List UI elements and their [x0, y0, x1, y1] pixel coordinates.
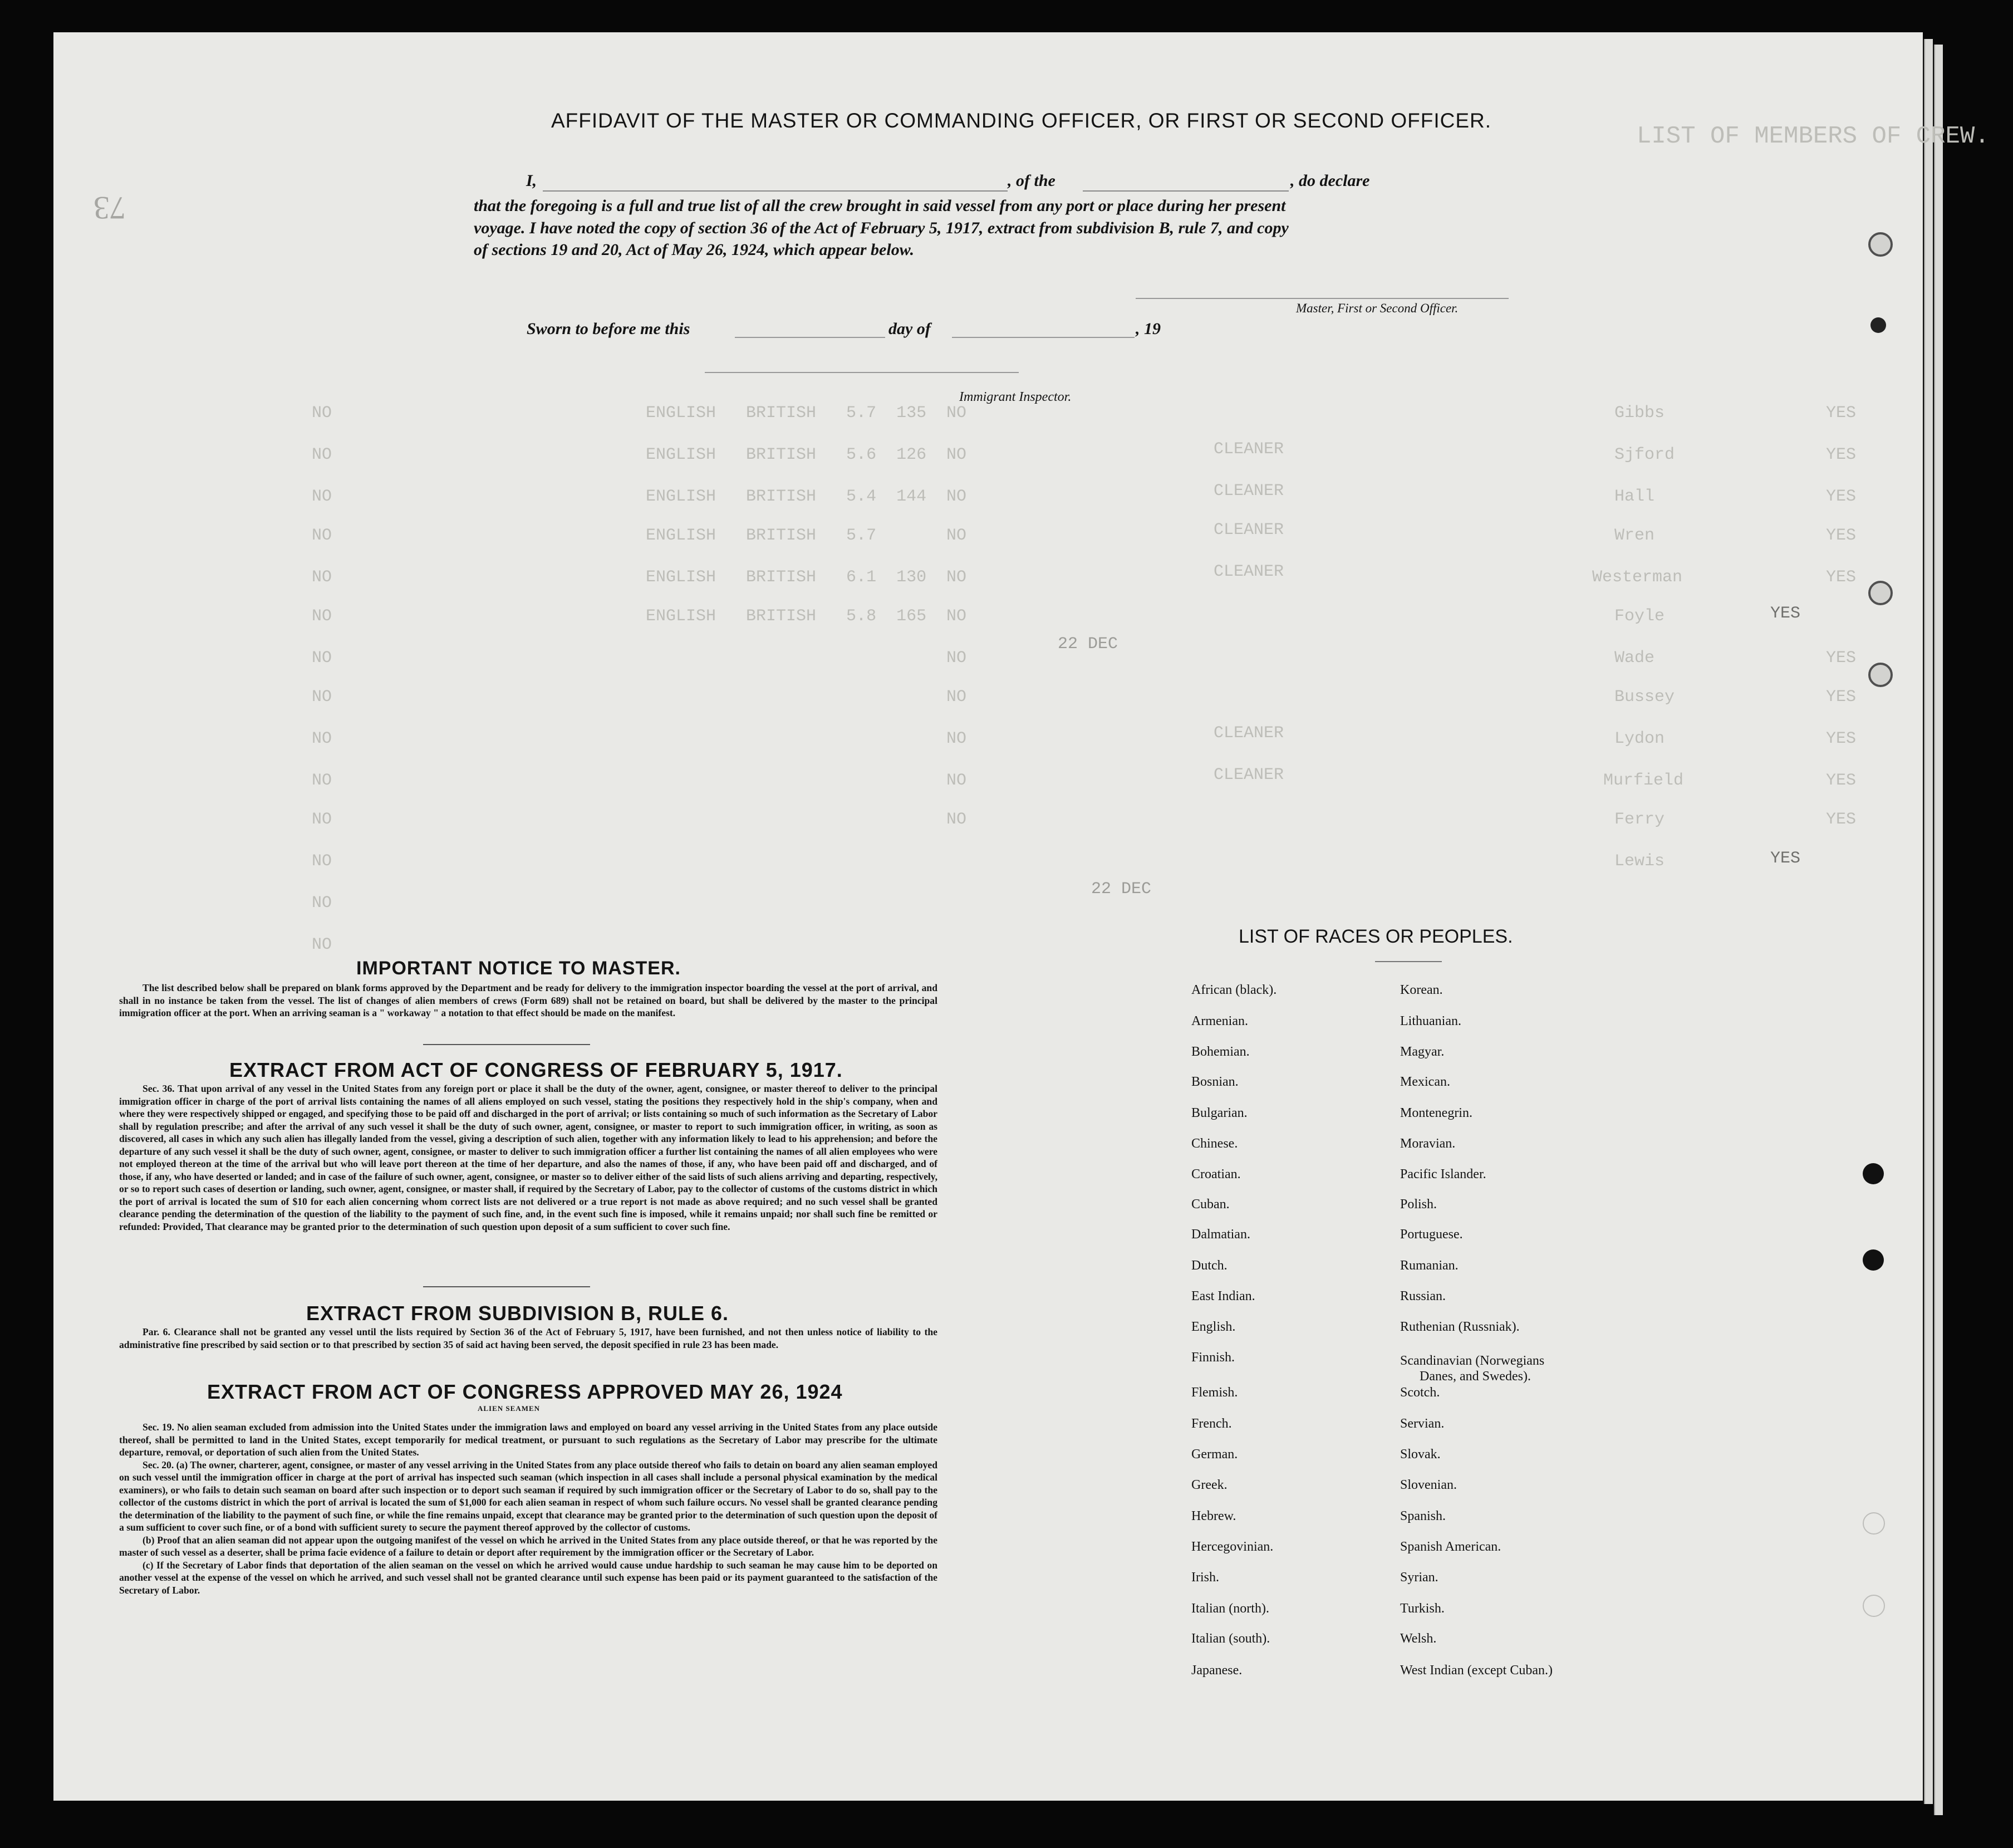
section-20b-paragraph: (b) Proof that an alien seaman did not appear upon the outgoing manifest of the vessel on which he arrived in the United States from any place outside thereof, or that he was reported by the master of such vessel as a deserter, shall be prima facie evidence of a failure to detain or deport after requirement by the immigration officer or the Secretary of Labor.	[119, 1534, 937, 1558]
affidavit-line-4: of sections 19 and 20, Act of May 26, 1924, which appear below.	[474, 241, 915, 259]
race-item: Irish.	[1191, 1570, 1219, 1585]
race-item: Lithuanian.	[1400, 1014, 1461, 1028]
race-item: German.	[1191, 1447, 1238, 1462]
extract-1924-title: EXTRACT FROM ACT OF CONGRESS APPROVED MAY 26, 1924	[207, 1380, 843, 1403]
race-item: Slovenian.	[1400, 1478, 1457, 1492]
section-20a-paragraph: Sec. 20. (a) The owner, charterer, agent, consignee, or master of any vessel arriving in the United States from any place outside thereof who fails to detain on board any alien seaman employed on such vessel until the immigration officer in charge at the port of arrival has inspected such seaman (which inspection in all cases shall include a personal physical examination by the medical examiners), or who fails to detain such seaman on board after such inspection or to deport such seaman if required by such immigration officer or the Secretary of Labor to do so, shall pay to the collector of the customs district in which the port of arrival is located the sum of $1,000 for each alien seaman in respect of whom such failure occurs. No vessel shall be granted clearance pending the determination of the liability to the payment of such fine, or while the fine remains unpaid, except that clearance may be granted prior to the determination of such question upon the deposit of a sum sufficient to cover such fine, or of a bond with sufficient surety to secure the payment thereof approved by the collector of customs.	[119, 1459, 937, 1533]
race-item: Servian.	[1400, 1416, 1445, 1431]
margin-number: 73	[94, 190, 126, 226]
inspector-label: Immigrant Inspector.	[959, 390, 1072, 404]
race-item: Scandinavian (Norwegians	[1400, 1354, 1545, 1368]
race-continuation: Danes, and Swedes).	[1420, 1369, 1531, 1384]
race-item: Cuban.	[1191, 1197, 1230, 1212]
affidavit-i: I,	[526, 171, 537, 190]
race-item: Ruthenian (Russniak).	[1400, 1320, 1520, 1334]
day-of-label: day of	[888, 320, 931, 338]
notice-text	[119, 982, 937, 1019]
bleed-through-table: NO NO NO NO NO NO NO NO NO NO NO NO NO NO ENGLISH BRITISH 5.7 135 ENGLISH BRITISH 5.6 126 ENGLISH BRITISH 5.4 144 ENGLISH BRITISH 5.7 ENGLISH BRITISH 6.1 130 ENGLISH BRITISH 5.8 165 NO NO NO NO NO NO NO NO NO NO NO CLEANER CLEANER CLEANER CLEANER CLEANER CLEANER Gibbs Sjford Hall Wren Westerman Foyle Wade Bussey Lydon Murfield Ferry Lewis YES YES YES YES YES YES YES YES YES YES YES YES LIST OF MEMBERS OF CREW. 22 DEC 22 DEC	[312, 122, 1990, 954]
race-item: African (black).	[1191, 983, 1277, 997]
race-item: Mexican.	[1400, 1075, 1450, 1089]
affidavit-line-3: voyage. I have noted the copy of section 36 of the Act of February 5, 1917, extract from subdivision B, rule 7, and copy	[474, 219, 1289, 237]
sworn-month-blank	[952, 337, 1135, 338]
affidavit-line-2: that the foregoing is a full and true list of all the crew brought in said vessel from any port or place during her present	[474, 197, 1286, 215]
divider	[1375, 961, 1442, 962]
extract-1924-text	[119, 1421, 937, 1596]
punch-hole	[1863, 1163, 1884, 1184]
alien-seamen-subtitle: ALIEN SEAMEN	[478, 1404, 541, 1413]
race-item: West Indian (except Cuban.)	[1400, 1663, 1553, 1678]
punch-hole	[1863, 1512, 1885, 1535]
divider	[423, 1286, 590, 1287]
rule-6-text	[119, 1326, 937, 1351]
race-item: Greek.	[1191, 1478, 1228, 1492]
name-blank	[543, 190, 1008, 192]
race-item: Finnish.	[1191, 1350, 1235, 1365]
race-item: Spanish American.	[1400, 1540, 1501, 1554]
extract-1917-title: EXTRACT FROM ACT OF CONGRESS OF FEBRUARY 5, 1917.	[229, 1058, 843, 1081]
race-item: Armenian.	[1191, 1014, 1248, 1028]
race-item: Hebrew.	[1191, 1509, 1236, 1523]
section-19-paragraph: Sec. 19. No alien seaman excluded from admission into the United States under the immigration laws and employed on board any vessel arriving in the United States from any place outside thereof, shall be permitted to land in the United States, except temporarily for medical treatment, or pursuant to such regulations as the Secretary of Labor may prescribe for the ultimate departure, removal, or deportation of such alien from the United States.	[119, 1421, 937, 1458]
race-item: Bohemian.	[1191, 1045, 1250, 1059]
race-item: Montenegrin.	[1400, 1106, 1472, 1120]
race-item: Dalmatian.	[1191, 1227, 1250, 1242]
sworn-day-blank	[735, 337, 885, 338]
race-item: Rumanian.	[1400, 1258, 1459, 1273]
race-item: Pacific Islander.	[1400, 1167, 1486, 1182]
race-item: Italian (north).	[1191, 1601, 1269, 1616]
affidavit-do-declare: , do declare	[1290, 171, 1370, 190]
race-item: Turkish.	[1400, 1601, 1445, 1616]
punch-hole	[1870, 317, 1886, 333]
race-item: Spanish.	[1400, 1509, 1446, 1523]
section-20c-paragraph: (c) If the Secretary of Labor finds that deportation of the alien seaman on the vessel on which he arrived would cause undue hardship to such seaman he may cause him to be deported on another vessel at the expense of the vessel on which he arrived, and such vessel shall not be granted clearance until such expense has been paid or its payment guaranteed to the satisfaction of the Secretary of Labor.	[119, 1559, 937, 1596]
punch-hole	[1868, 581, 1893, 605]
affidavit-title: AFFIDAVIT OF THE MASTER OR COMMANDING OFFICER, OR FIRST OR SECOND OFFICER.	[551, 109, 1492, 132]
race-item: English.	[1191, 1320, 1236, 1334]
race-item: East Indian.	[1191, 1289, 1255, 1303]
race-item: Flemish.	[1191, 1385, 1238, 1400]
race-item: Bosnian.	[1191, 1075, 1239, 1089]
section-36-paragraph: Sec. 36. That upon arrival of any vessel in the United States from any foreign port or place it shall be the duty of the owner, agent, consignee, or master thereof to deliver to the principal immigration officer in charge of the port of arrival lists containing the names of all aliens employed on such vessel, stating the positions they respectively hold in the ship's company, when and where they were respectively shipped or engaged, and specifying those to be paid off and discharged in the port of arrival; or lists containing so much of such information as the Secretary of Labor shall by regulation prescribe; and after the arrival of any such vessel it shall be the duty of such owner, agent, consignee, or master to report to such immigration officer, in writing, as soon as discovered, all cases in which any such alien has illegally landed from the vessel, giving a description of such alien, together with any information likely to lead to his apprehension; and before the departure of any such vessel it shall be the duty of such owner, agent, consignee, or master to deliver to such immigration officer a further list containing the names of all alien employees who were not employed thereon at the time of the arrival but who will leave port thereon at the time of her departure, and also the names of those, if any, who have been paid off and discharged, and of those, if any, who have deserted or landed; and in case of the failure of such owner, agent, consignee, or master so to deliver either of the said lists of such aliens arriving and departing, respectively, or so to report such cases of desertion or landing, such owner, agent, consignee, or master shall, if required by the Secretary of Labor, pay to the collector of customs of the customs district in which the port of arrival is located the sum of $10 for each alien concerning whom correct lists are not delivered or a true report is not made as above required; and no such vessel shall be granted clearance pending the determination of the question of the liability to the payment of such fine, and, in the event such fine is imposed, while it remains unpaid; nor shall such fine be remitted or refunded: Provided, That clearance may be granted prior to the determination of such question upon deposit of a sum sufficient to cover such fine.	[119, 1083, 937, 1232]
race-item: Syrian.	[1400, 1570, 1438, 1585]
officer-label: Master, First or Second Officer.	[1296, 301, 1459, 315]
race-item: Bulgarian.	[1191, 1106, 1248, 1120]
race-item: Italian (south).	[1191, 1631, 1270, 1646]
race-item: Slovak.	[1400, 1447, 1441, 1462]
race-item: Croatian.	[1191, 1167, 1241, 1182]
races-title: LIST OF RACES OR PEOPLES.	[1239, 926, 1513, 947]
race-item: Japanese.	[1191, 1663, 1243, 1678]
inspector-signature-line	[705, 372, 1019, 373]
punch-hole	[1868, 663, 1893, 687]
extract-1917-text	[119, 1082, 937, 1233]
rule-6-title: EXTRACT FROM SUBDIVISION B, RULE 6.	[306, 1302, 729, 1325]
punch-hole	[1863, 1595, 1885, 1617]
notice-paragraph: The list described below shall be prepared on blank forms approved by the Department and be ready for delivery to the immigration inspector boarding the vessel at the port of arrival, and shall in no instance be taken from the vessel. The list of changes of alien members of crews (Form 689) shall not be retained on board, but shall be delivered by the master to the principal immigration officer at the port. When an arriving seaman is a " workaway " a notation to that effect should be made on the manifest.	[119, 982, 937, 1018]
punch-hole	[1868, 232, 1893, 257]
affidavit-of-the: , of the	[1008, 171, 1055, 190]
sworn-label: Sworn to before me this	[527, 320, 690, 338]
race-item: Portuguese.	[1400, 1227, 1463, 1242]
divider	[423, 1044, 590, 1045]
race-item: Hercegovinian.	[1191, 1540, 1274, 1554]
race-item: Russian.	[1400, 1289, 1446, 1303]
year-label: , 19	[1136, 320, 1161, 338]
rule-6-paragraph: Par. 6. Clearance shall not be granted any vessel until the lists required by Section 36 of the Act of February 5, 1917, have been furnished, and not then unless notice of liability to the administrative fine prescribed by said section or to that prescribed by section 35 of said act having been served, the deposit specified in rule 23 has been made.	[119, 1326, 937, 1350]
race-item: Dutch.	[1191, 1258, 1228, 1273]
race-item: Polish.	[1400, 1197, 1437, 1212]
race-item: Magyar.	[1400, 1045, 1445, 1059]
race-item: French.	[1191, 1416, 1232, 1431]
race-item: Scotch.	[1400, 1385, 1440, 1400]
race-item: Korean.	[1400, 983, 1443, 997]
notice-title: IMPORTANT NOTICE TO MASTER.	[356, 958, 681, 979]
officer-signature-line	[1136, 298, 1509, 299]
race-item: Chinese.	[1191, 1136, 1238, 1151]
race-item: Welsh.	[1400, 1631, 1437, 1646]
race-item: Moravian.	[1400, 1136, 1456, 1151]
vessel-blank	[1083, 190, 1289, 192]
punch-hole	[1863, 1249, 1884, 1271]
